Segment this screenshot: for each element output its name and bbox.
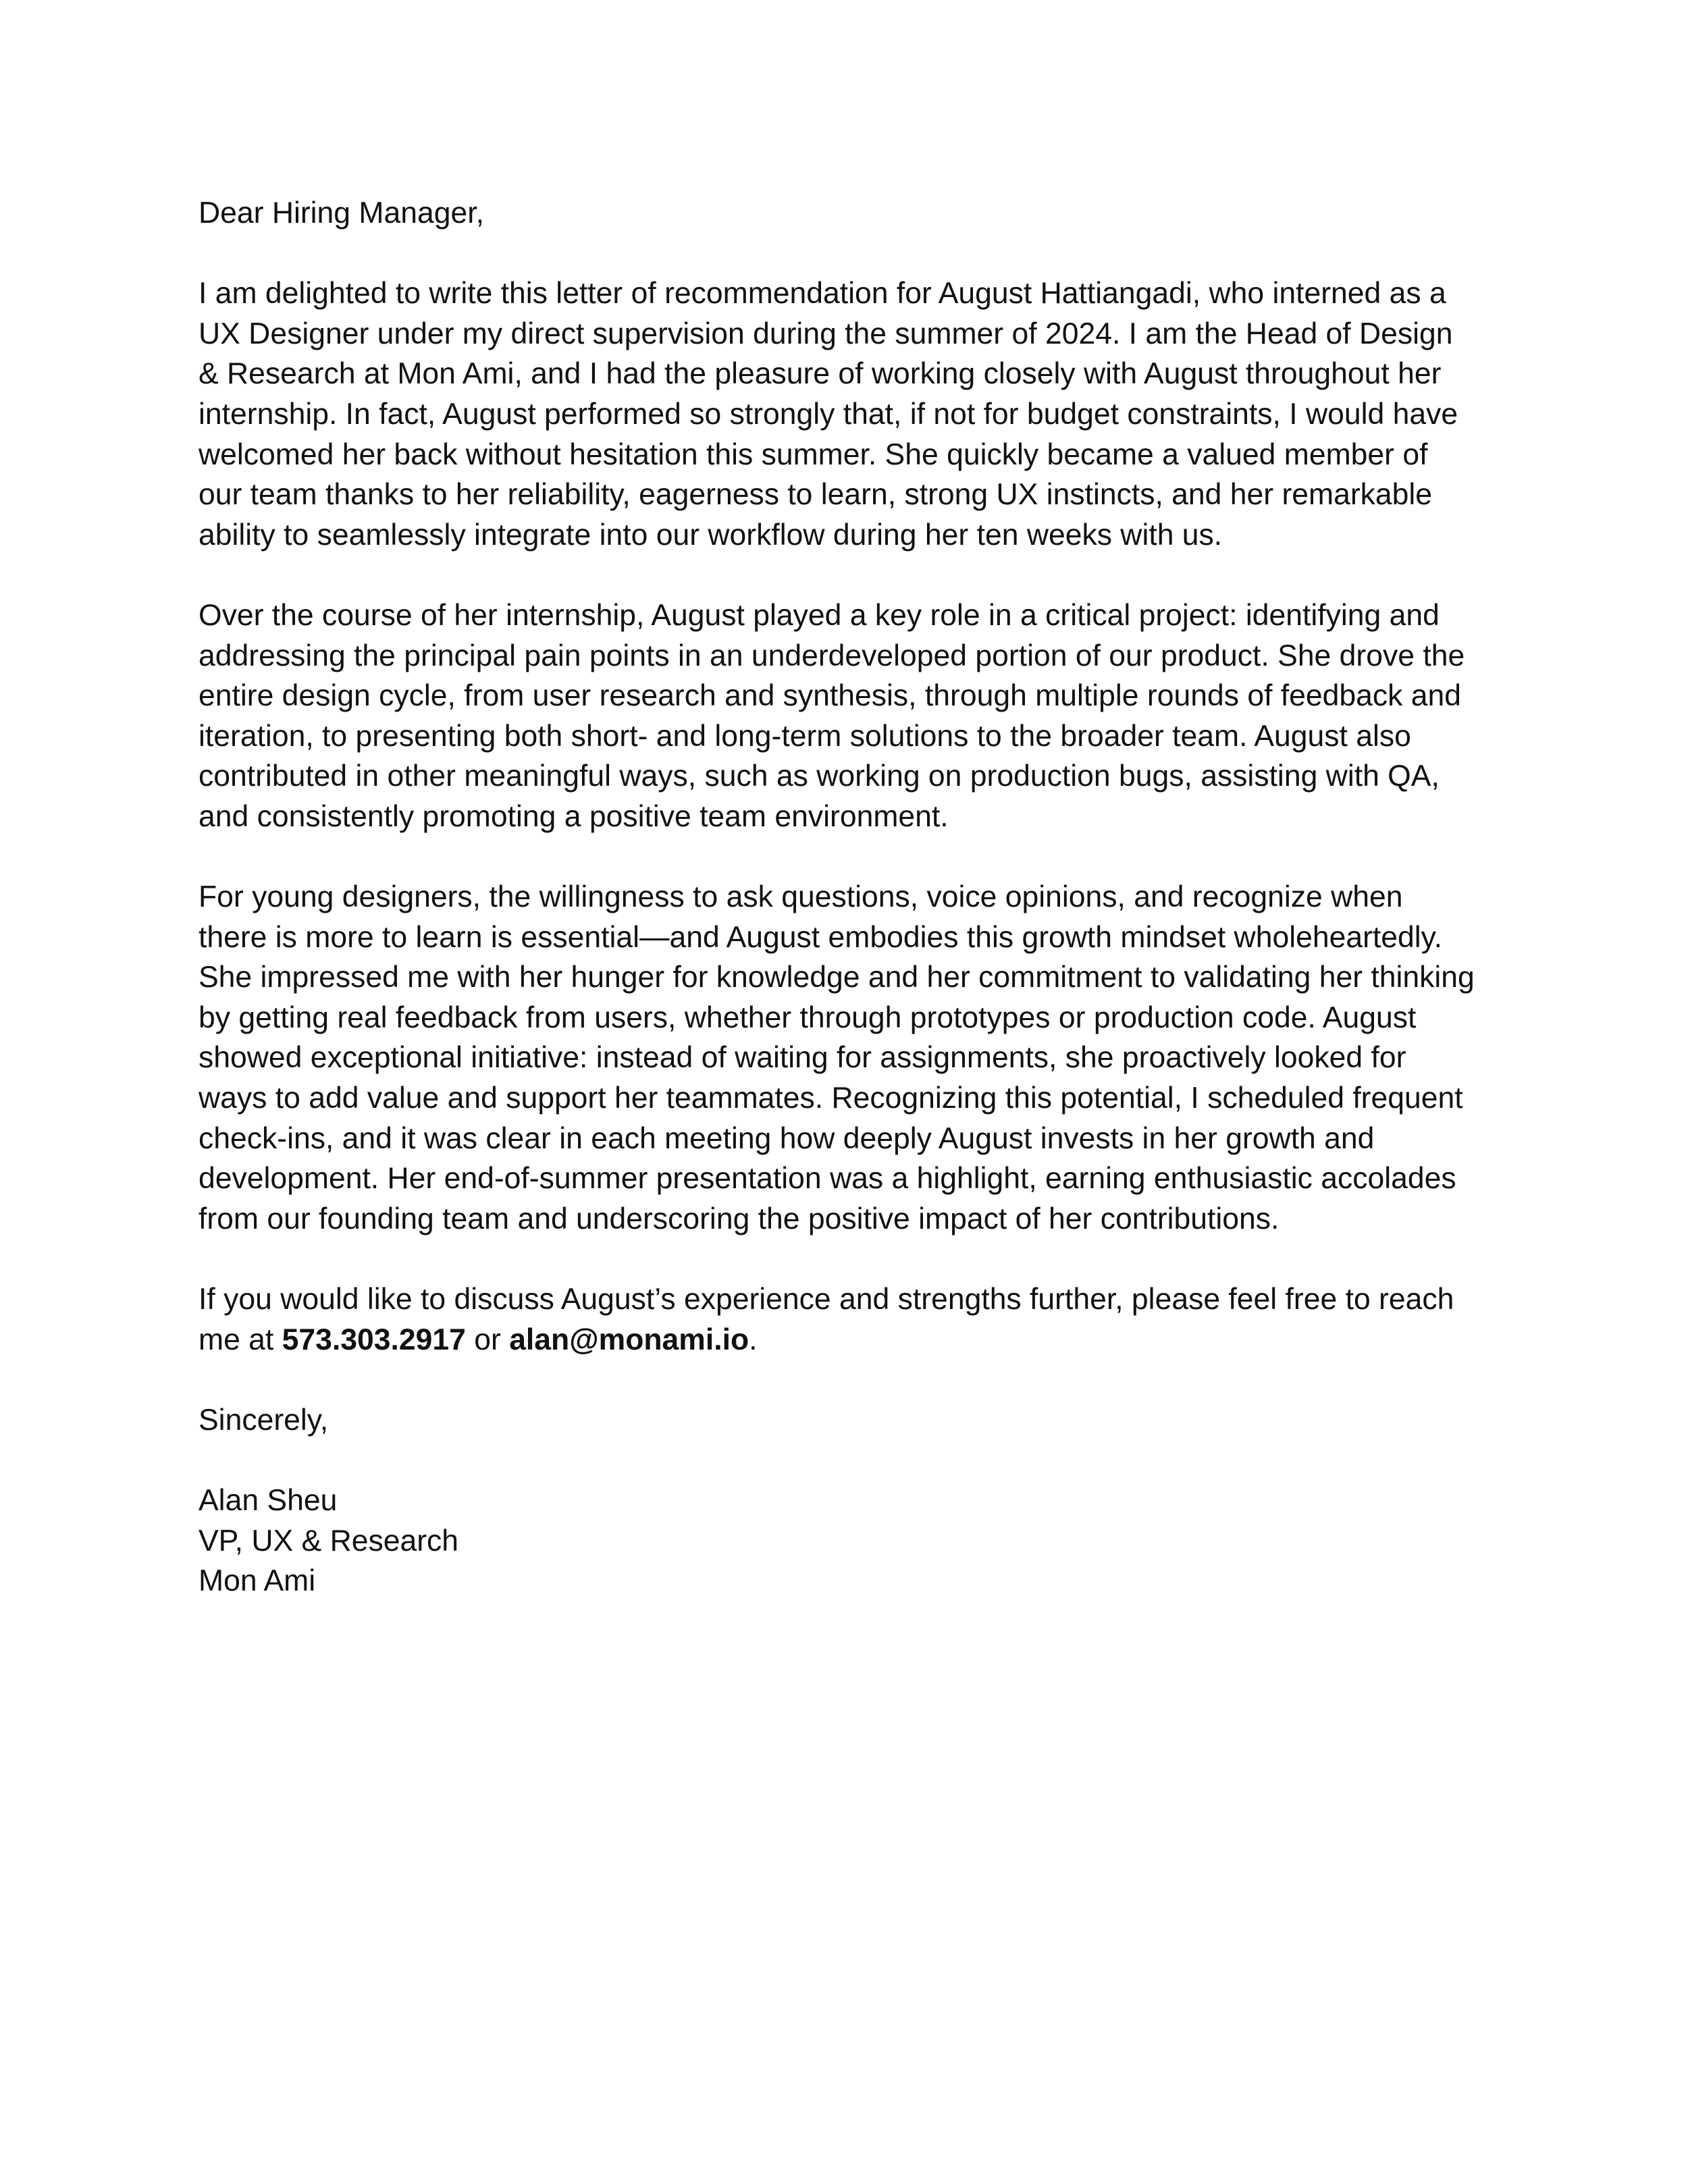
signer-company: Mon Ami [199,1564,316,1598]
paragraph-line: development. Her end-of-summer presentation was a highlight, earning enthusiastic accolades [199,1162,1456,1196]
paragraph-project [199,595,1502,837]
paragraph-line: UX Designer under my direct supervision during the summer of 2024. I am the Head of Design [199,317,1453,350]
paragraph-line: ways to add value and support her teammates. Recognizing this potential, I scheduled frequent [199,1082,1463,1115]
contact-suffix: . [749,1323,758,1356]
paragraph-line: and consistently promoting a positive team environment. [199,799,949,833]
contact-connector: or [465,1323,510,1356]
paragraph-line: If you would like to discuss August’s experience and strengths further, please feel free to reach [199,1283,1454,1316]
phone-number: 573.303.2917 [282,1323,466,1356]
paragraph-line: contributed in other meaningful ways, such as working on production bugs, assisting with QA, [199,760,1440,793]
paragraph-line: welcomed her back without hesitation this summer. She quickly became a valued member of [199,437,1428,471]
paragraph-line: & Research at Mon Ami, and I had the pleasure of working closely with August throughout her [199,357,1442,391]
salutation [199,193,1502,234]
paragraph-line: Over the course of her internship, August played a key role in a critical project: identifying and [199,598,1440,632]
paragraph-line: internship. In fact, August performed so strongly that, if not for budget constraints, I would have [199,397,1458,431]
paragraph-introduction [199,273,1502,555]
paragraph-line: from our founding team and underscoring the positive impact of her contributions. [199,1202,1280,1235]
paragraph-line: ability to seamlessly integrate into our workflow during her ten weeks with us. [199,518,1223,552]
paragraph-line: She impressed me with her hunger for knowledge and her commitment to validating her thinking [199,961,1475,994]
closing [199,1400,1502,1441]
closing-text: Sincerely, [199,1403,329,1437]
signer-title: VP, UX & Research [199,1524,459,1557]
signer-name: Alan Sheu [199,1484,338,1517]
signature-block [199,1481,1502,1601]
paragraph-line: iteration, to presenting both short- and long-term solutions to the broader team. August also [199,719,1411,753]
paragraph-line: addressing the principal pain points in an underdeveloped portion of our product. She drove the [199,639,1465,672]
paragraph-line: our team thanks to her reliability, eagerness to learn, strong UX instincts, and her remarkable [199,478,1433,512]
paragraph-line: I am delighted to write this letter of recommendation for August Hattiangadi, who interned as a [199,277,1446,311]
contact-line [199,1320,1502,1360]
email-address: alan@monami.io [509,1323,749,1356]
salutation-text: Dear Hiring Manager, [199,196,484,230]
paragraph-growth-mindset [199,877,1502,1239]
paragraph-line: by getting real feedback from users, whether through prototypes or production code. August [199,1001,1417,1034]
paragraph-line: there is more to learn is essential—and August embodies this growth mindset wholeheartedly. [199,920,1442,954]
paragraph-line: entire design cycle, from user research and synthesis, through multiple rounds of feedback and [199,679,1462,713]
paragraph-line: For young designers, the willingness to ask questions, voice opinions, and recognize when [199,880,1403,914]
contact-prefix: me at [199,1323,282,1356]
recommendation-letter [199,193,1502,1601]
paragraph-line: showed exceptional initiative: instead of waiting for assignments, she proactively looked for [199,1041,1406,1075]
paragraph-line: check-ins, and it was clear in each meeting how deeply August invests in her growth and [199,1121,1375,1155]
paragraph-contact [199,1279,1502,1360]
